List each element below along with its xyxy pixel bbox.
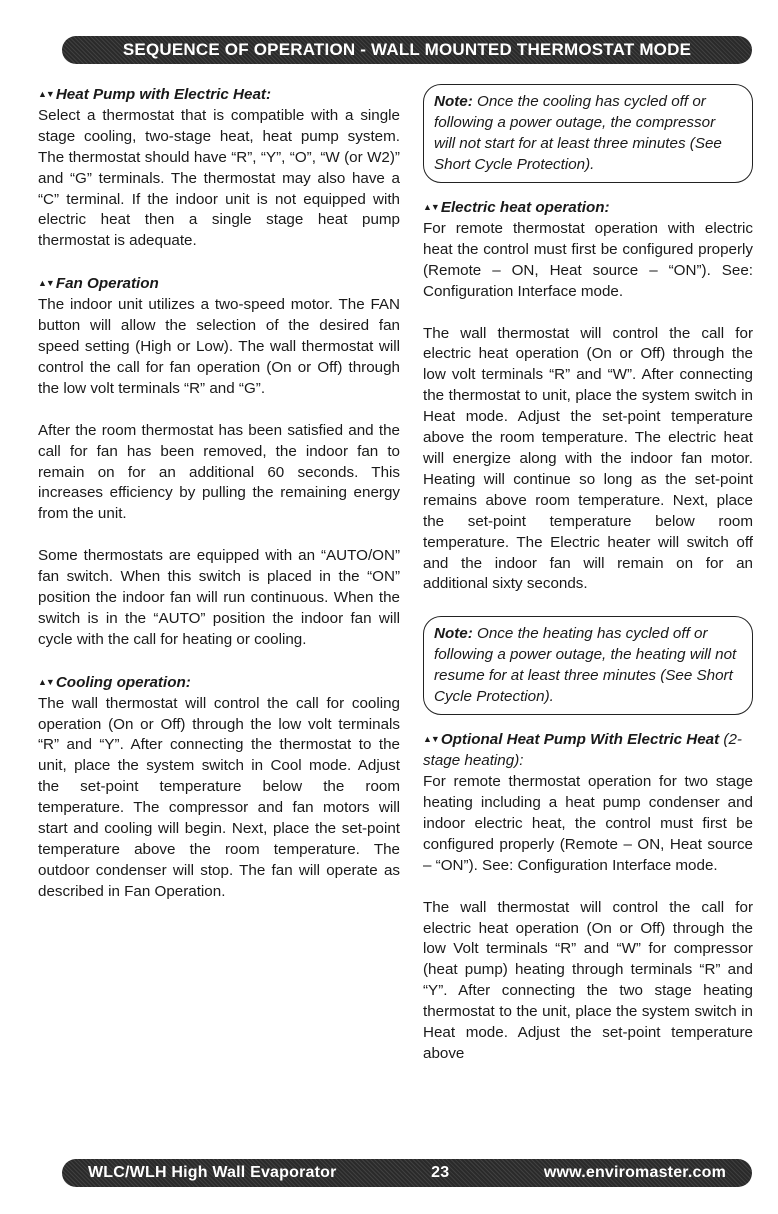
electric-heat-paragraph-2: The wall thermostat will control the call for electric heat operation (On or Off) through the low volt terminals “R” and “W”. After connecting the thermostat to unit, place the system switch in Heat mode. Adjust the set-point temperature above the room temperature. The electric heat will energize along with the indoor fan motor. Heating will continue so long as the set-point remains above room temperature. Next, place the set-point temperature below room temperature. The Electric heater will switch off and the indoor fan will remain on for an additional sixty seconds. bbox=[423, 324, 753, 593]
warning-icon: ▲▼ bbox=[38, 89, 54, 99]
note-text: Once the heating has cycled off or following a power outage, the heating will not resume for at least three minutes (See Short Cycle Protection). bbox=[434, 625, 737, 706]
note-label: Note: bbox=[434, 93, 473, 110]
note-short-cycle-cooling bbox=[423, 84, 753, 183]
left-column bbox=[38, 84, 400, 924]
optional-heading-suffix: (2-stage heating): bbox=[423, 731, 742, 770]
footer-banner bbox=[62, 1159, 752, 1187]
electric-heat-heading: ▲▼ Electric heat operation: bbox=[423, 199, 610, 216]
warning-icon: ▲▼ bbox=[38, 278, 54, 289]
section-title-banner bbox=[62, 36, 752, 64]
warning-icon: ▲▼ bbox=[423, 202, 439, 212]
cooling-heading: ▲▼ Cooling operation: bbox=[38, 673, 191, 691]
cooling-paragraph: The wall thermostat will control the call for cooling operation (On or Off) through the low volt terminals “R” and “Y”. After connecting the thermostat to the unit, place the system switch in Cool mode. Adjust the set-point temperature below the room temperature. The compressor and fan motors will start and cooling will begin. Next, place the set-point temperature above the room temperature. The outdoor condenser will stop. The fan will operate as described in Fan Operation. bbox=[38, 694, 400, 900]
fan-paragraph-2: After the room thermostat has been satisfied and the call for fan has been removed, the indoor fan to remain on for an additional 60 seconds. This increases efficiency by pulling the remaining energy from the unit. bbox=[38, 421, 400, 523]
footer-url: www.enviromaster.com bbox=[543, 1164, 726, 1181]
section-title: SEQUENCE OF OPERATION - WALL MOUNTED THERMOSTAT MODE bbox=[122, 40, 692, 59]
optional-heat-pump-heading: ▲▼ Optional Heat Pump With Electric Heat (2-stage heating): bbox=[423, 731, 742, 770]
fan-paragraph-1: The indoor unit utilizes a two-speed motor. The FAN button will allow the selection of the desired fan speed setting (High or Low). The wall thermostat will control the call for fan operation (On or Off) through the low volt terminals “R” and “G”. bbox=[38, 296, 400, 397]
fan-operation-heading: ▲▼ Fan Operation bbox=[38, 275, 159, 293]
warning-icon: ▲▼ bbox=[423, 734, 439, 745]
note-short-cycle-heating bbox=[423, 616, 753, 715]
note-text: Once the cooling has cycled off or following a power outage, the compressor will not start for at least three minutes (See Short Cycle Protection). bbox=[434, 93, 722, 173]
right-column bbox=[423, 84, 753, 1086]
optional-paragraph-2: The wall thermostat will control the call for electric heat operation (On or Off) through the low Volt terminals “R” and “W” for compressor (heat pump) heating through terminals “R” and “Y”. After connecting the two stage heating thermostat to the unit, place the system switch in Heat mode. Adjust the set-point temperature above bbox=[423, 898, 753, 1062]
fan-paragraph-3: Some thermostats are equipped with an “AUTO/ON” fan switch. When this switch is placed in the “ON” position the indoor fan will run continuous. When the switch is in the “AUTO” position the indoor fan will cycle with the call for heating or cooling. bbox=[38, 547, 400, 648]
warning-icon: ▲▼ bbox=[38, 676, 54, 687]
footer-page-number: 23 bbox=[431, 1164, 450, 1181]
optional-paragraph-1: For remote thermostat operation for two stage heating including a heat pump condenser and indoor electric heat, the control must first be configured properly (Remote – ON, Heat source – “ON”). See: Configuration Interface mode. bbox=[423, 773, 753, 874]
heat-pump-heading: ▲▼ Heat Pump with Electric Heat: bbox=[38, 86, 272, 103]
note-label: Note: bbox=[434, 625, 473, 643]
electric-heat-paragraph-1: For remote thermostat operation with electric heat the control must first be configured properly (Remote – ON, Heat source – “ON”). See: Configuration Interface mode. bbox=[423, 219, 753, 300]
heat-pump-paragraph: Select a thermostat that is compatible with a single stage cooling, two-stage heat, heat pump system. The thermostat should have “R”, “Y”, “O”, “W (or W2)” and “G” terminals. The thermostat may also have a “C” terminal. If the indoor unit is not equipped with electric heat then a single stage heat pump thermostat is adequate. bbox=[38, 106, 400, 250]
footer-product: WLC/WLH High Wall Evaporator bbox=[88, 1164, 337, 1181]
